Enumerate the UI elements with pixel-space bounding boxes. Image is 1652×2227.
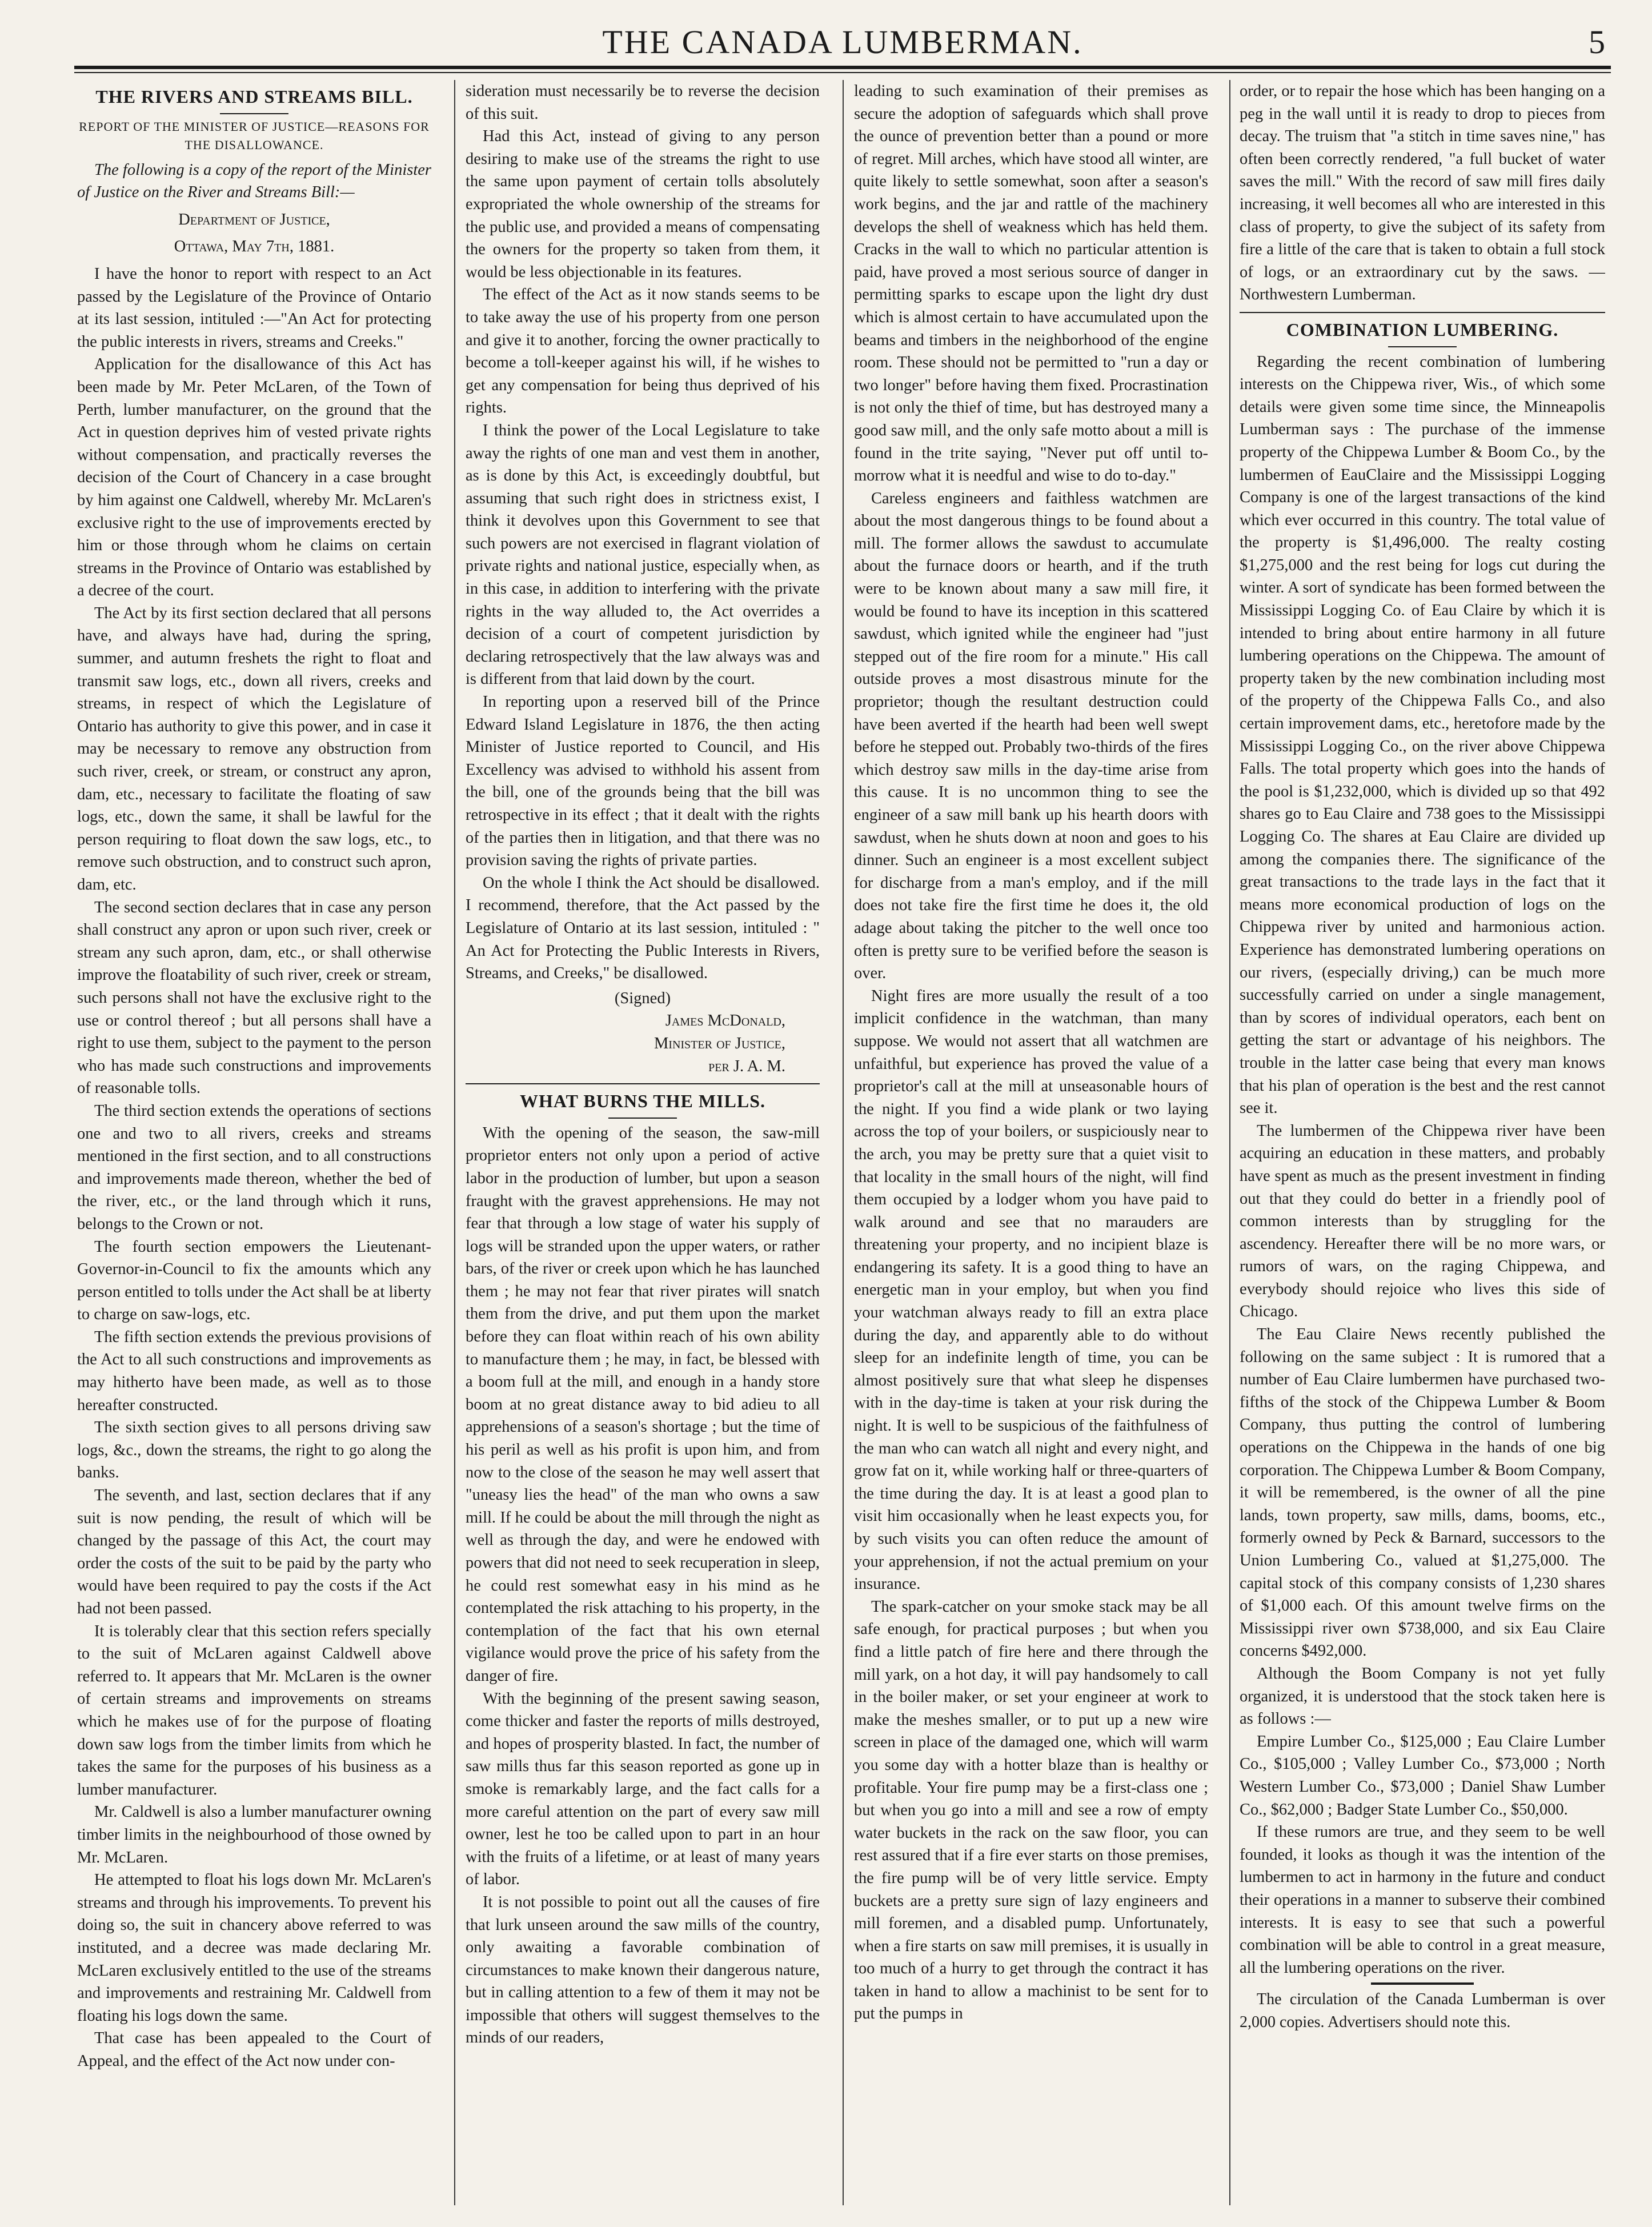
signature-per: per J. A. M. [708, 1057, 785, 1075]
headline-rule [220, 113, 288, 114]
paragraph: Regarding the recent combination of lumbering interests on the Chippewa river, Wis., of which some details were given some time since, the Minneapolis Lumberman says : The purchase of the immense property of the Chippewa Lumber & Boom Co., by the lumbermen of EauClaire and the Mississippi Logging Company is one of the largest transactions of the kind which ever occurred in this country. The total value of the property is $1,496,000. The realty costing $1,275,000 and the rest being for logs cut during the winter. A sort of syndicate has been formed between the Mississippi Logging Co. of Eau Claire by which it is intended to bring about entire harmony in all future lumbering operations on the Chippewa. The amount of property taken by the new combination including most of the property of the Chippewa Falls Co., and also certain improvement dams, etc., heretofore made by the Mississippi Logging Co., on the river above Chippewa Falls. The total property which goes into the hands of the pool is $1,232,000, which is divided up so that 492 shares go to Eau Claire and 738 goes to the Mississippi Logging Co. The shares at Eau Claire are divided up among the companies there. The significance of the great transactions to the trade lays in the fact that it means more economical production of logs on the Chippewa river by united and harmonious action. Experience has demonstrated lumbering operations on our rivers, (especially driving,) can be much more successfully carried on under a single management, than by scores of individual operators, each bent on getting the start or advantage of his neighbors. The trouble in the latter case being that every man knows that his plan of operation is the best and the rest cannot see it. [1240, 353, 1605, 1117]
paragraph: Empire Lumber Co., $125,000 ; Eau Claire Lumber Co., $105,000 ; Valley Lumber Co., $73,000 ; North Western Lumber Co., $73,000 ; Daniel Shaw Lumber Co., $62,000 ; Badger State Lumber Co., $50,000. [1240, 1732, 1605, 1819]
paragraph: I think the power of the Local Legislature to take away the rights of one man and vest them in another, as is done by this Act, is exceedingly doubtful, but assuming that such right does in strictness exist, I think it devolves upon this Government to see that such powers are not exercised in flagrant violation of private rights and national justice, especially when, as in this case, in addition to interfering with the private rights in the way alluded to, the Act overrides a decision of a court of competent jurisdiction by declaring retrospectively that the law always was and is different from that laid down by the court. [466, 421, 820, 688]
paragraph: The seventh, and last, section declares that if any suit is now pending, the result of which will be changed by the passage of this Act, the court may order the costs of the suit to be paid by the party who would have been required to pay the costs if the Act had not been passed. [77, 1487, 431, 1617]
paragraph: Had this Act, instead of giving to any person desiring to make use of the streams the right to use the same upon payment of certain tolls absolutely expropriated the whole ownership of the streams for the public use, and provided a means of compensating the owners for the property so taken from them, it would be less objectionable in its features. [466, 127, 820, 281]
closing-rule [1371, 1982, 1474, 1985]
paragraph: If these rumors are true, and they seem to be well founded, it looks as though it was the intention of the lumbermen to act in harmony in the future and conduct their operations in a manner to subserve their combined interests. It is easy to see that such a powerful combination will be able to control in a great measure, all the lumbering operations on the river. [1240, 1823, 1605, 1977]
column-3 [854, 80, 1208, 2205]
column-divider [1229, 80, 1230, 2205]
page-number: 5 [1589, 23, 1605, 61]
rivers-bill-subhead: REPORT OF THE MINISTER OF JUSTICE—REASONS FOR THE DISALLOWANCE. [79, 119, 430, 152]
paragraph: I have the honor to report with respect to an Act passed by the Legislature of the Province of Ontario at its last session, intituled :—"An Act for protecting the public interests in rivers, streams and Creeks." [77, 265, 431, 351]
column-divider [843, 80, 844, 2205]
paragraph: leading to such examination of their premises as secure the adoption of safeguards which shall prove the ounce of prevention better than a pound or more of regret. Mill arches, which have stood all winter, are quite likely to settle somewhat, soon after a season's work begins, and the jar and rattle of the machinery develops the shell of weakness which has held them. Cracks in the wall to which no particular attention is paid, have proved a most serious source of danger in permitting sparks to escape upon the light dry dust which is almost certain to have accumulated upon the beams and timbers in the neighborhood of the engine room. These should not be permitted to "run a day or two longer" before having them fixed. Procrastination is not only the thief of time, but has destroyed many a good saw mill, and the only safe motto about a mill is found in the trite saying, "Never put off until to-morrow what it is needful and wise to do to-day." [854, 82, 1208, 485]
section-rule [466, 1083, 820, 1084]
paragraph: Application for the disallowance of this Act has been made by Mr. Peter McLaren, of the Town of Perth, lumber manufacturer, on the ground that the Act in question deprives him of vested private rights without compensation, and practically reverses the decision of the Court of Chancery in a case brought by him against one Caldwell, whereby Mr. McLaren's exclusive right to the use of improvements erected by him or those through whom he claims on certain streams in the Province of Ontario was established by a decree of the court. [77, 355, 431, 600]
paragraph: With the opening of the season, the saw-mill proprietor enters not only upon a period of active labor in the production of lumber, but upon a season fraught with the gravest apprehensions. He may not fear that through a low stage of water his supply of logs will be stranded upon the upper waters, or rather bars, of the river or creek upon which he has launched them ; he may not fear that river pirates will snatch them from the drive, and put them upon the market before they can float within reach of his own ability to manufacture them ; he may, in fact, be blessed with a boom full at the mill, and enough in a handy store boom at no great distance away to bid adieu to all apprehensions of a season's shortage ; but the time of his peril as well as his profit is upon him, and from now to the close of the season he may well assert that "uneasy lies the head" of the man who owns a saw mill. If he could be about the mill through the night as well as through the day, and were he endowed with powers that did not need to seek recuperation in sleep, he could rest somewhat easy in his mind as he contemplated the risk attaching to his property, in the contemplation of the fact that his own eternal vigilance would prove the price of his safety from the danger of fire. [466, 1124, 820, 1685]
paragraph: The lumbermen of the Chippewa river have been acquiring an education in these matters, and probably have spent as much as the present investment in finding out that they could do better in a friendly pool of common interests than by struggling for the ascendency. Hereafter there will be no more wars, or rumors of wars, on the raging Chippewa, and everybody should rejoice who lives this side of Chicago. [1240, 1121, 1605, 1321]
burns-mills-headline: WHAT BURNS THE MILLS. [520, 1091, 765, 1112]
paragraph: It is tolerably clear that this section refers specially to the suit of McLaren against Caldwell above referred to. It appears that Mr. McLaren is the owner of certain streams and improvements on streams which he makes use of for the purpose of floating down saw logs from the timber limits from which he takes the same for the purposes of his business as a lumber manufacturer. [77, 1622, 431, 1799]
paragraph: Night fires are more usually the result of a too implicit confidence in the watchman, than many suppose. We would not assert that all watchmen are unfaithful, but experience has proved the value of a proprietor's call at the mill at unseasonable hours of the night. If you find a wide plank or two laying across the top of your boilers, or suspiciously near to the arch, you may be pretty sure that a quiet visit to that locality in the small hours of the night, will find them occupied by a lodger whom you have paid to walk around and see that no marauders are threatening your property, and no incipient blaze is endangering its safety. It is a good thing to have an energetic man in your employ, but when you find your watchman always ready to fill an extra place during the day, and apparently able to do without sleep for an indefinite length of time, you can be almost positively sure that what sleep he dispenses with in the day-time is taken at your risk during the night. It is well to be suspicious of the faithfulness of the man who can watch all night and every night, and grow fat on it, while working half or three-quarters of the time during the day. It is at least a good plan to visit him occasionally when he least expects you, for by such visits you can often reduce the amount of your apprehension, if not the actual premium on your insurance. [854, 987, 1208, 1593]
paragraph: sideration must necessarily be to reverse the decision of this suit. [466, 82, 820, 123]
combination-headline: COMBINATION LUMBERING. [1286, 319, 1559, 340]
paragraph: Mr. Caldwell is also a lumber manufacturer owning timber limits in the neighbourhood of those owned by Mr. McLaren. [77, 1803, 431, 1866]
paragraph: Careless engineers and faithless watchmen are about the most dangerous things to be found about a mill. The former allows the sawdust to accumulate about the furnace doors or hearth, and if the truth were to be known about many a saw mill fire, it would be found to have its inception in this scattered sawdust, which ignited while the engineer had "just stepped out of the fire room for a minute." His call outside proves a most disastrous minute for the proprietor; though the resultant destruction could have been averted if the hearth had been well swept before he stepped out. Probably two-thirds of the fires which destroy saw mills in the day-time arise from this cause. It is no uncommon thing to see the engineer of a saw mill bank up his hearth doors with sawdust, when he shuts down at noon and goes to his dinner. Such an engineer is a most excellent subject for discharge from a man's employ, and if the mill does not take fire the first time he does it, the old adage about taking the pitcher to the well once too often is pretty sure to be verified before the season is over. [854, 489, 1208, 983]
masthead [74, 23, 1611, 63]
masthead-rule-thin [74, 72, 1611, 73]
paragraph: The third section extends the operations of sections one and two to all rivers, creeks and streams mentioned in the first section, and to all constructions and improvements made thereon, whether the bed of the river, etc., or the land through which it runs, belongs to the Crown or not. [77, 1102, 431, 1233]
headline-rule [1388, 346, 1457, 347]
column-divider [454, 80, 455, 2205]
paragraph: That case has been appealed to the Court of Appeal, and the effect of the Act now under con- [77, 2029, 431, 2070]
column-4 [1240, 80, 1605, 2205]
section-rule [1240, 312, 1605, 313]
rivers-bill-intro: The following is a copy of the report of the Minister of Justice on the River and Streams Bill:— [77, 161, 431, 202]
paragraph: The Eau Claire News recently published the following on the same subject : It is rumored that a number of Eau Claire lumbermen have purchased two-fifths of the stock of the Chippewa Lumber & Boom Company, thus putting the control of lumbering operations on the Chippewa in the hands of one big corporation. The Chippewa Lumber & Boom Company, it will be remembered, is the owner of all the pine lands, town property, saw mills, dams, booms, etc., formerly owned by Peck & Barnard, successors to the Union Lumbering Co., valued at $1,275,000. The capital stock of this company consists of 1,230 shares of $1,000 each. Of this amount twelve firms on the Mississippi river own $738,000, and six Eau Claire concerns $492,000. [1240, 1325, 1605, 1660]
paragraph: The spark-catcher on your smoke stack may be all safe enough, for practical purposes ; but when you find a little patch of fire here and there through the mill yark, on a hot day, it will pay handsomely to call in the boiler maker, or set your engineer at work to make the meshes smaller, or to put up a new wire screen in place of the damaged one, which will warm you some day with a hotter blaze than is healthy or profitable. Your fire pump may be a first-class one ; but when you go into a mill and see a row of empty water buckets in the rack on the saw floor, you can rest assured that if a fire ever starts on those premises, the fire pump will be of very little service. Empty buckets are a pretty sure sign of lazy engineers and mill foremen, and a disabled pump. Unfortunately, when a fire starts on saw mill premises, it is usually in too much of a hurry to get through the contract it has taken in hand to allow a machinist to be sent for to put the pumps in [854, 1597, 1208, 2023]
paragraph: It is not possible to point out all the causes of fire that lurk unseen around the saw mills of the country, only awaiting a favorable combination of circumstances to make known their dangerous nature, but in calling attention to a few of them it may not be impossible that others will suggest themselves to the minds of our readers, [466, 1893, 820, 2047]
paragraph: order, or to repair the hose which has been hanging on a peg in the wall until it is ready to drop to pieces from decay. The truism that "a stitch in time saves nine," has often been correctly rendered, "a full bucket of water saves the mill." With the record of saw mill fires daily increasing, it well becomes all who are interested in this class of property, to give the subject of its safety from fire a little of the care that is taken to obtain a full stock of logs, or an extraordinary cut by the saws. —Northwestern Lumberman. [1240, 82, 1605, 304]
paragraph: The Act by its first section declared that all persons have, and always have had, during the spring, summer, and autumn freshets the right to float and transmit saw logs, etc., down all rivers, creeks and streams, in respect of which the Legislature of Ontario has authority to give this power, and in case it may be necessary to remove any obstruction from such river, creek, or stream, or construct any apron, dam, etc., necessary to facilitate the floating of saw logs, etc., down the same, it shall be lawful for the person requiring to float down the saw logs, etc., to remove such obstruction, and to construct such apron, dam, etc. [77, 604, 431, 894]
column-1 [77, 80, 431, 2205]
paragraph: With the beginning of the present sawing season, come thicker and faster the reports of mills destroyed, and hopes of prosperity blasted. In fact, the number of saw mills thus far this season reported as gone up in smoke is remarkably large, and the fact calls for a more careful attention on the part of every saw mill owner, lest he too be called upon to part in an hour with the fruits of a lifetime, or at least of many years of labor. [466, 1689, 820, 1889]
paragraph: Although the Boom Company is not yet fully organized, it is understood that the stock taken here is as follows :— [1240, 1664, 1605, 1728]
circulation-notice: The circulation of the Canada Lumberman is over 2,000 copies. Advertisers should note this. [1240, 1990, 1605, 2031]
paragraph: The sixth section gives to all persons driving saw logs, &c., down the streams, the right to go along the banks. [77, 1419, 431, 1482]
masthead-rule-thick [74, 66, 1611, 69]
dateline-place: Ottawa, May 7th, 1881. [174, 238, 335, 256]
column-2 [466, 80, 820, 2205]
headline-rule [608, 1117, 677, 1119]
paragraph: The fourth section empowers the Lieutenant-Governor-in-Council to fix the amounts which any person entitled to tolls under the Act shall be at liberty to charge on saw-logs, etc. [77, 1237, 431, 1324]
paragraph: The fifth section extends the previous provisions of the Act to all such constructions and improvements as may hitherto have been made, as well as to those hereafter constructed. [77, 1328, 431, 1414]
paragraph: He attempted to float his logs down Mr. McLaren's streams and through his improvements. To prevent his doing so, the suit in chancery above referred to was instituted, and a decree was made declaring Mr. McLaren exclusively entitled to the use of the streams and improvements and restraining Mr. Caldwell from floating his logs down the same. [77, 1871, 431, 2025]
paragraph: On the whole I think the Act should be disallowed. I recommend, therefore, that the Act passed by the Legislature of Ontario at its last session, intituled : " An Act for Protecting the Public Interests in Rivers, Streams, and Creeks," be disallowed. [466, 874, 820, 983]
signature-name: James McDonald, [665, 1012, 785, 1030]
paragraph: In reporting upon a reserved bill of the Prince Edward Island Legislature in 1876, the then acting Minister of Justice reported to Council, and His Excellency was advised to withhold his assent from the bill, one of the grounds being that the bill was retrospective in its effect ; that it dealt with the rights of the parties then in litigation, and that there was no provision saving the rights of private parties. [466, 693, 820, 870]
paragraph: The second section declares that in case any person shall construct any apron or upon such river, creek or stream any such apron, dam, etc., or shall otherwise improve the floatability of such river, creek or stream, such persons shall not have the exclusive right to the use or control thereof ; but all persons shall have a right to use them, subject to the payment to the person who has made such constructions and improvements of reasonable tolls. [77, 898, 431, 1098]
paragraph: The effect of the Act as it now stands seems to be to take away the use of his property from one person and give it to another, forcing the owner practically to become a toll-keeper against his will, if he wishes to get any compensation for being thus deprived of his rights. [466, 286, 820, 417]
signature-title: Minister of Justice, [653, 1034, 785, 1052]
dateline-department: Department of Justice, [178, 210, 330, 229]
signed-label: (Signed) [614, 989, 671, 1007]
rivers-bill-headline: THE RIVERS AND STREAMS BILL. [95, 86, 413, 107]
masthead-title: THE CANADA LUMBERMAN. [602, 23, 1083, 61]
